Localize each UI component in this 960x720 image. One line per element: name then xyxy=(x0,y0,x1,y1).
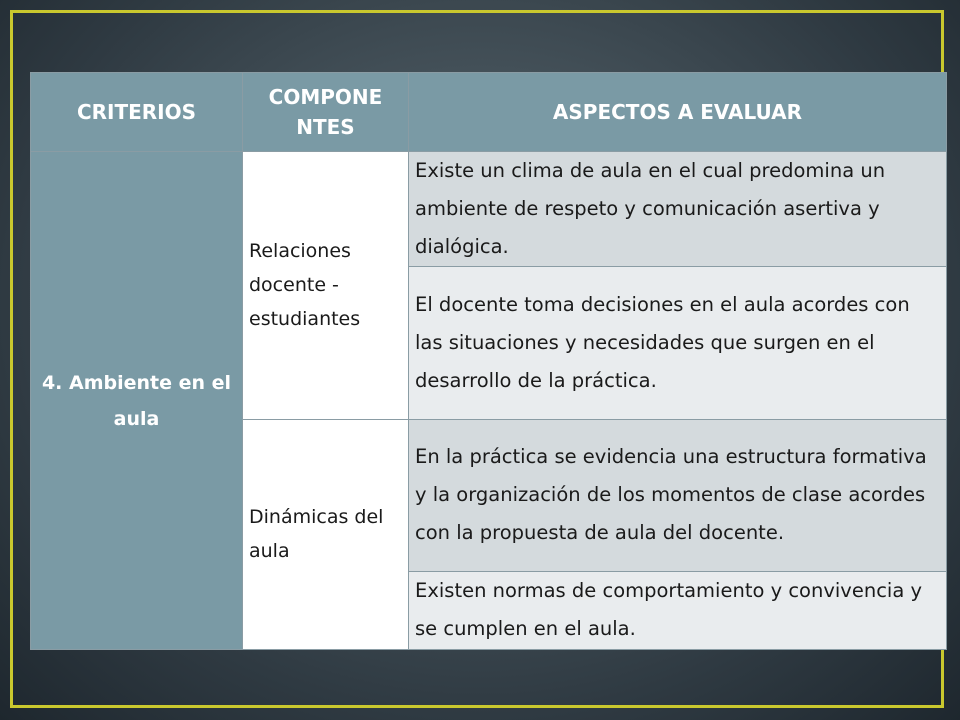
componente-cell: Relaciones docente - estudiantes xyxy=(243,152,409,419)
evaluation-table xyxy=(30,72,947,650)
table-header-row xyxy=(31,73,947,152)
header-criterios: CRITERIOS xyxy=(31,73,243,152)
header-componentes: COMPONE NTES xyxy=(243,73,409,152)
componente-cell: Dinámicas del aula xyxy=(243,419,409,649)
aspecto-cell: El docente toma decisiones en el aula acordes con las situaciones y necesidades que surgen en el desarrollo de la práctica. xyxy=(409,267,947,419)
aspecto-cell: En la práctica se evidencia una estructura formativa y la organización de los momentos de clase acordes con la propuesta de aula del docente. xyxy=(409,419,947,571)
header-aspectos: ASPECTOS A EVALUAR xyxy=(409,73,947,152)
table-row xyxy=(31,152,947,267)
criterio-cell: 4. Ambiente en el aula xyxy=(31,152,243,650)
aspecto-cell: Existe un clima de aula en el cual predomina un ambiente de respeto y comunicación asertiva y dialógica. xyxy=(409,152,947,267)
aspecto-cell: Existen normas de comportamiento y convivencia y se cumplen en el aula. xyxy=(409,571,947,649)
